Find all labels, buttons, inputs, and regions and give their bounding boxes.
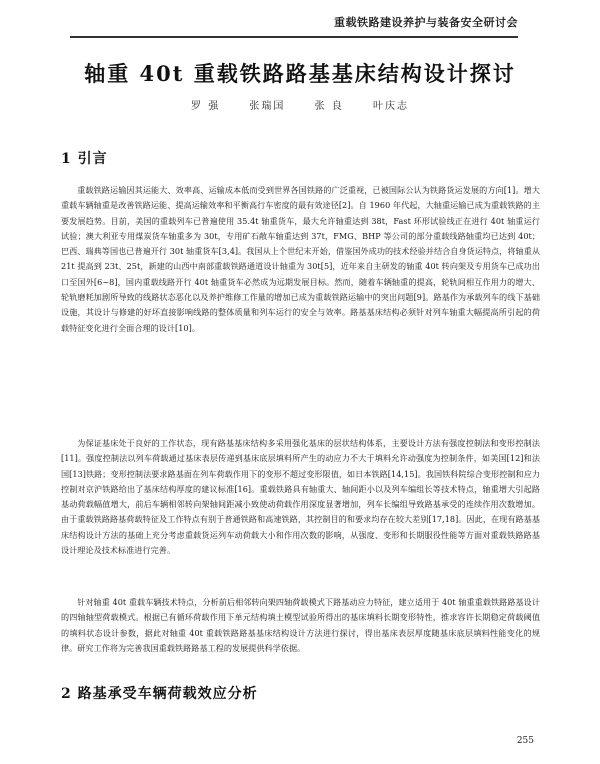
section-heading-load-analysis: 2 路基承受车辆荷载效应分析 <box>61 686 258 702</box>
running-header-text: 重载铁路建设养护与装备安全研讨会 <box>334 16 518 29</box>
section-heading-introduction: 1 引言 <box>61 151 108 167</box>
body-paragraph: 为保证基床处于良好的工作状态，现有路基基床结构多采用强化基床的层状结构体系，主要设计方法有强度控制法和变形控制法[11]。强度控制法以列车荷载通过基床表层传递到基床底层填料所产生的动应力不大于填料允许动强度为控制条件，如美国[12]和法国[13]铁路；变形控制法要求路基面在列车荷载作用下的变形不超过变形限值，如日本铁路[14,15]。我国铁科院综合变形控制和应力控制对京沪铁路给出了基床结构厚度的建议标准[16]。重载铁路具有轴重大、轴间距小以及列车编组长等技术特点，轴重增大引起路基动荷载幅值增大，前后车辆相邻转向架轴间距减小致使动荷载作用深度显著增加，列车长编组导致路基承受的连续作用次数增加。由于重载铁路路基荷载特征及工作特点有别于普通铁路和高速铁路，其控制目的和要求均存在较大差别[17,18]。因此，在现有路基基床结构设计方法的基础上充分考虑重载货运列车动荷载大小和作用次数的影响，从强度、变形和长期服役性能等方面对重载铁路路基设计理论及技术标准进行完善。 <box>61 438 540 556</box>
author-name: 张 良 <box>314 101 344 112</box>
running-header <box>70 6 518 38</box>
body-paragraph: 重载铁路运输因其运能大、效率高、运输成本低而受到世界各国铁路的广泛重视，已被国际公认为铁路货运发展的方向[1]。增大重载车辆轴重是改善铁路运能、提高运输效率和平衡高行车密度的最有效途径[2]。自 1960 年代起，大轴重运输已成为重载铁路的主要发展趋势。目前，美国的重载列车已普遍使用 35.4t 轴重货车，最大允许轴重达到 38t，Fast 环形试验线正在进行 40t 轴重运行试验；澳大利亚专用煤炭货车轴重多为 30t，专用矿石敞车轴重达到 37t，FMG、BHP 等公司的部分重载线路轴重均已达到 40t；巴西、瑞典等国也已普遍开行 30t 轴重货车[3,4]。我国从上个世纪末开始，借鉴国外成功的技术经验并结合自身货运特点，将轴重从 21t 提高到 23t、25t，新建的山西中南部重载铁路通道设计轴重为 30t[5]，近年来自主研发的轴重 40t 转向架及专用货车已成功出口至国外[6~8]，国内重载线路开行 40t 轴重货车必然成为远期发展目标。然而，随着车辆轴重的提高，轮轨间相互作用力的增大、轮轨磨耗加剧所导致的线路状态恶化以及养护维修工作量的增加已成为重载铁路运输中的突出问题[9]。路基作为承载列车的线下基础设施，其设计与修建的好坏直接影响线路的整体质量和列车运行的安全与效率。路基基床结构必须针对列车轴重大幅提高所引起的荷载特征变化进行全面合理的设计[10]。 <box>61 185 540 333</box>
page-number: 255 <box>516 736 534 746</box>
author-name: 叶庆志 <box>372 101 409 112</box>
author-name: 罗 强 <box>191 101 221 112</box>
body-paragraph: 针对轴重 40t 重载车辆技术特点，分析前后相邻转向架四轴荷载模式下路基动应力特征，建立适用于 40t 轴重重载铁路路基设计的四轴轴型荷载模式。根据已有循环荷载作用下单元结构填土模型试验所得出的基床填料长期变形特性，推求容许长期稳定荷载阈值的填料状态设计参数，据此对轴重 40t 重载铁路路基基床结构设计方法进行探讨，得出基床表层厚度随基床底层填料性能变化的规律。研究工作将为完善我国重载铁路路基工程的发展提供科学依据。 <box>61 597 540 653</box>
paper-title: 轴重 40t 重载铁路路基基床结构设计探讨 <box>84 61 516 86</box>
author-name: 张瑞国 <box>249 101 286 112</box>
author-list <box>0 97 600 112</box>
